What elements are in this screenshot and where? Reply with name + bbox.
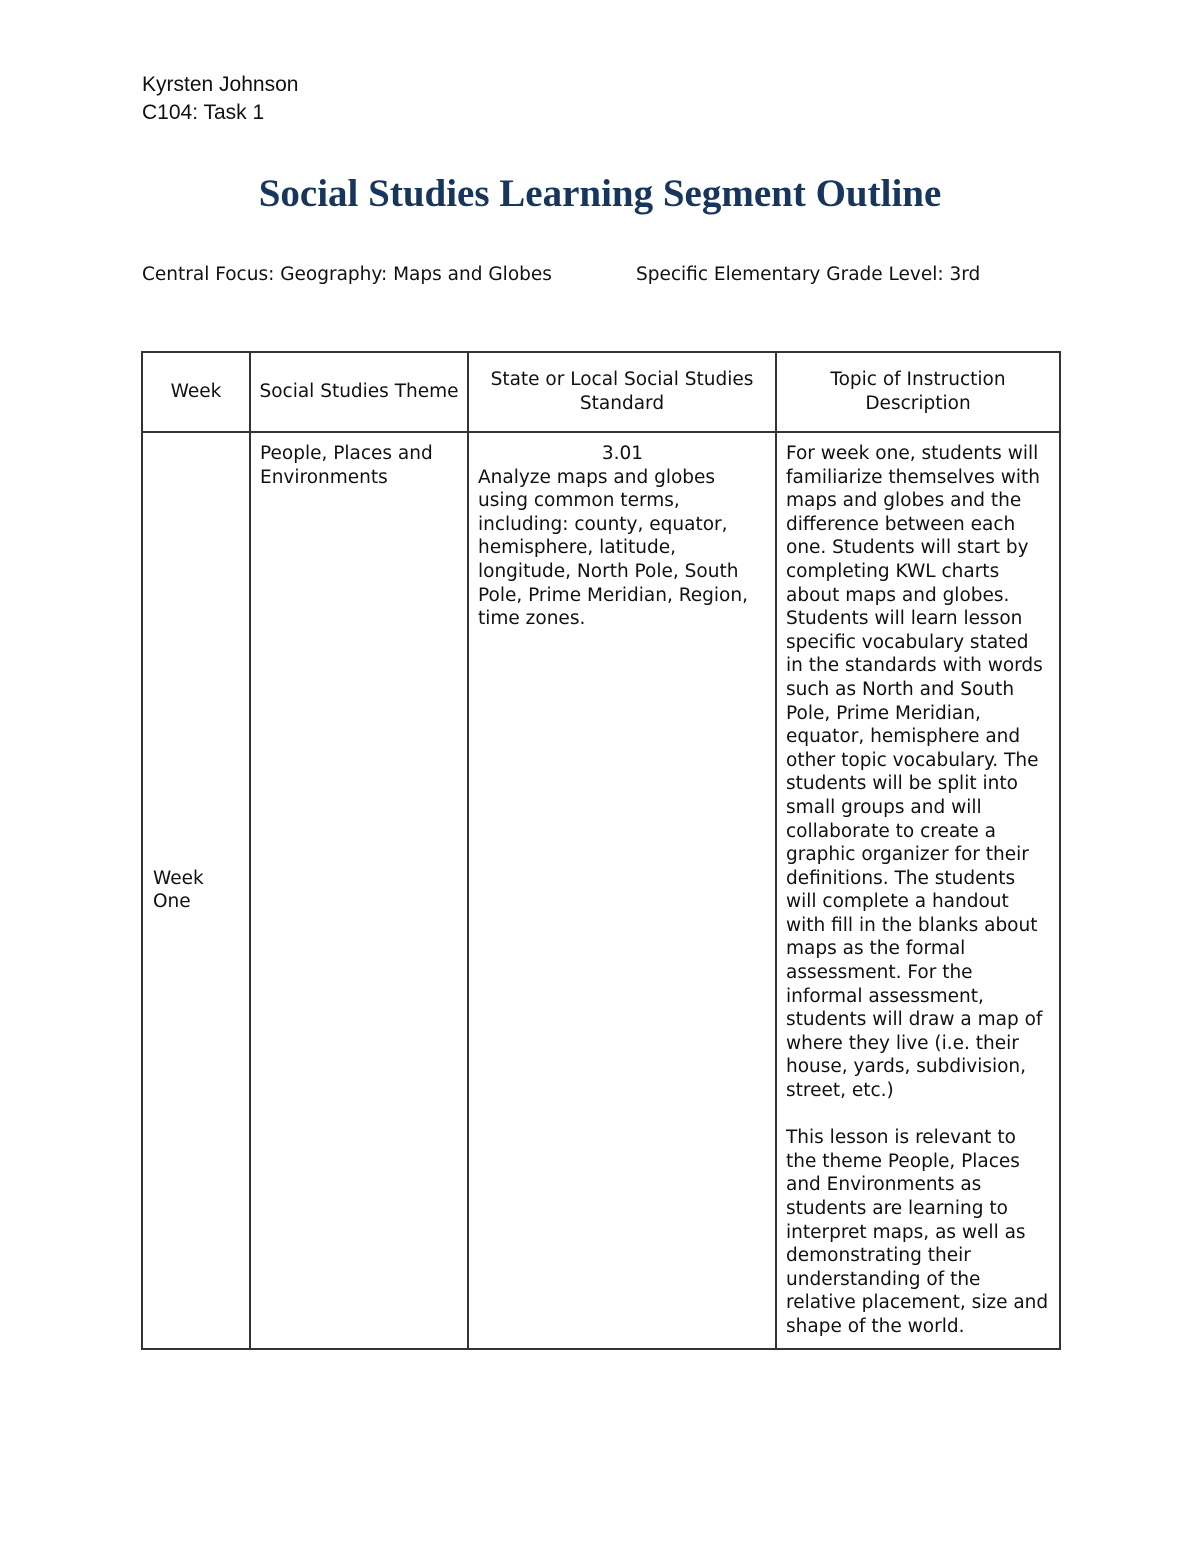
author-name: Kyrsten Johnson (142, 73, 299, 96)
header-week: Week (142, 352, 250, 432)
document-header (142, 71, 298, 127)
topic-relevance-paragraph: This lesson is relevant to the theme People, Places and Environments as students are learning to interpret maps, as well as demonstrating their understanding of the relative placement, size and shape of the world. (786, 1127, 1049, 1337)
table-header-row (142, 352, 1060, 432)
grade-level: Specific Elementary Grade Level: 3rd (636, 264, 981, 285)
table-row (142, 432, 1060, 1349)
document-title: Social Studies Learning Segment Outline (258, 172, 942, 215)
task-label: C104: Task 1 (142, 101, 265, 124)
topic-paragraph: For week one, students will familiarize themselves with maps and globes and the difference between each one. Students will start by completing KWL charts about maps and globes. Students will learn lesson specific vocabulary stated in the standards with words such as North and South Pole, Prime Meridian, equator, hemisphere and other topic vocabulary. The students will be split into small groups and will collaborate to create a graphic organizer for their definitions. The students will complete a handout with fill in the blanks about maps as the formal assessment. For the informal assessment, students will draw a map of where they live (i.e. their house, yards, subdivision, street, etc.) (786, 443, 1043, 1102)
standard-text: Analyze maps and globes using common terms, including: county, equator, hemisphere, latitude, longitude, North Pole, South Pole, Prime Meridian, Region, time zones. (478, 466, 748, 630)
central-focus: Central Focus: Geography: Maps and Globes (142, 264, 552, 285)
header-topic: Topic of Instruction Description (776, 352, 1060, 432)
week-cell: Week One (142, 432, 250, 1349)
theme-cell: People, Places and Environments (250, 432, 468, 1349)
header-standard: State or Local Social Studies Standard (468, 352, 776, 432)
header-theme: Social Studies Theme (250, 352, 468, 432)
topic-cell (776, 432, 1060, 1349)
standard-cell (468, 432, 776, 1349)
outline-table (141, 351, 1061, 1350)
standard-code: 3.01 (601, 443, 644, 464)
